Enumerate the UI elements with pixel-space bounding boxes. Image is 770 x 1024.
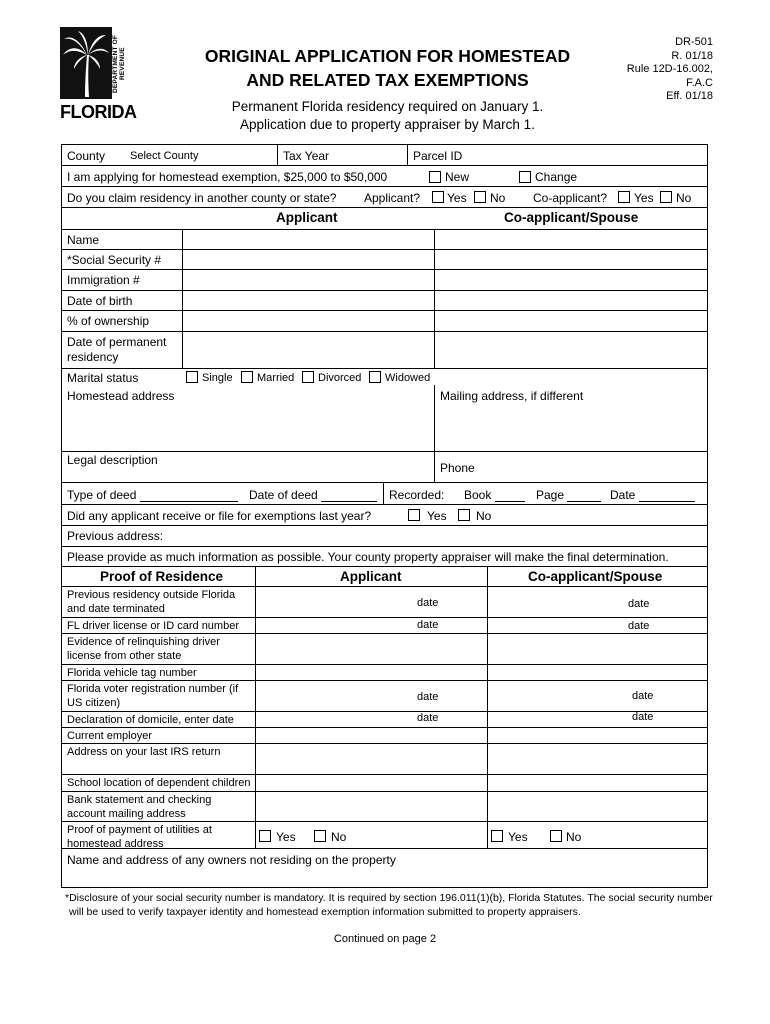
coapplicant-no-label: No xyxy=(676,191,692,205)
proof-row2-applicant-date: date xyxy=(417,619,439,631)
prior-exemptions-no-checkbox[interactable] xyxy=(458,509,470,521)
proof-row10-label-1: Bank statement and checking xyxy=(67,794,212,806)
immigration-label: Immigration # xyxy=(67,273,140,287)
proof-row1-coapplicant-date: date xyxy=(628,598,650,610)
utilities-coapplicant-no-checkbox[interactable] xyxy=(550,830,562,842)
proof-row6-applicant-date: date xyxy=(417,712,439,724)
residency-question: Do you claim residency in another county or state? xyxy=(67,191,337,205)
proof-row4-label: Florida vehicle tag number xyxy=(67,667,197,679)
residency-date-label-1: Date of permanent xyxy=(67,335,167,349)
palm-tree-icon xyxy=(60,27,112,99)
type-of-deed-field[interactable] xyxy=(140,491,238,502)
proof-row8-label: Address on your last IRS return xyxy=(67,746,221,758)
legal-description-label: Legal description xyxy=(67,453,158,467)
form-effective: Eff. 01/18 xyxy=(666,90,713,102)
book-label: Book xyxy=(464,488,525,502)
prior-exemptions-no-label: No xyxy=(476,509,492,523)
county-select[interactable]: Select County xyxy=(130,150,199,162)
applicant-header: Applicant xyxy=(276,210,338,225)
applicant-residency-no-checkbox[interactable] xyxy=(474,191,486,203)
ownership-label: % of ownership xyxy=(67,314,150,328)
coapplicant-residency-yes-checkbox[interactable] xyxy=(618,191,630,203)
utilities-applicant-no-label: No xyxy=(331,830,347,844)
logo-department-text: DEPARTMENT OF REVENUE xyxy=(112,34,126,94)
logo-florida-text: FLORIDA xyxy=(60,102,137,122)
proof-applicant-header: Applicant xyxy=(340,569,402,584)
type-of-deed-label: Type of deed xyxy=(67,488,238,502)
prior-exemptions-yes-checkbox[interactable] xyxy=(408,509,420,521)
proof-row11-label-1: Proof of payment of utilities at xyxy=(67,824,212,836)
title-line-2: AND RELATED TAX EXEMPTIONS xyxy=(246,70,529,90)
widowed-label: Widowed xyxy=(385,372,431,384)
proof-row1-label-1: Previous residency outside Florida xyxy=(67,589,236,601)
applicant-no-label: No xyxy=(490,191,506,205)
residency-date-label-2: residency xyxy=(67,350,119,364)
prior-exemptions-yes-label: Yes xyxy=(427,509,447,523)
book-field[interactable] xyxy=(495,491,525,502)
proof-row5-label-1: Florida voter registration number (if xyxy=(67,683,239,695)
utilities-applicant-no-checkbox[interactable] xyxy=(314,830,326,842)
applicant-yes-label: Yes xyxy=(447,191,467,205)
subtitle-line-2: Application due to property appraiser by March 1. xyxy=(240,117,535,132)
date-of-deed-label: Date of deed xyxy=(249,488,377,502)
title-line-1: ORIGINAL APPLICATION FOR HOMESTEAD xyxy=(204,46,571,66)
ssn-disclosure-footnote xyxy=(65,891,715,919)
footnote-line-1: *Disclosure of your social security number is mandatory. It is required by section 196.011(1)(b), Florida Statutes. The social security number xyxy=(65,892,713,904)
proof-header: Proof of Residence xyxy=(100,569,224,584)
divorced-checkbox[interactable] xyxy=(302,371,314,383)
change-checkbox[interactable] xyxy=(519,171,531,183)
homestead-address-label: Homestead address xyxy=(67,389,175,403)
county-label: County xyxy=(67,149,106,163)
proof-row5-coapplicant-date: date xyxy=(632,690,654,702)
recorded-date-label: Date xyxy=(610,488,695,502)
new-label: New xyxy=(445,170,470,184)
phone-label: Phone xyxy=(440,461,475,475)
recorded-date-field[interactable] xyxy=(639,491,695,502)
coapplicant-header: Co-applicant/Spouse xyxy=(504,210,639,225)
parcel-id-label: Parcel ID xyxy=(413,149,463,163)
page-field[interactable] xyxy=(567,491,601,502)
utilities-applicant-yes-checkbox[interactable] xyxy=(259,830,271,842)
coapplicant-residency-no-checkbox[interactable] xyxy=(660,191,672,203)
applicant-question: Applicant? xyxy=(364,191,421,205)
coapplicant-yes-label: Yes xyxy=(634,191,654,205)
proof-row10-label-2: account mailing address xyxy=(67,808,186,820)
proof-row5-label-2: US citizen) xyxy=(67,697,121,709)
utilities-coapplicant-yes-checkbox[interactable] xyxy=(491,830,503,842)
utilities-coapplicant-no-label: No xyxy=(566,830,582,844)
proof-row1-applicant-date: date xyxy=(417,597,439,609)
proof-coapplicant-header: Co-applicant/Spouse xyxy=(528,569,663,584)
new-checkbox[interactable] xyxy=(429,171,441,183)
owners-not-residing-label: Name and address of any owners not residing on the property xyxy=(67,853,396,867)
form-fac: F.A.C xyxy=(686,76,713,89)
subtitle-line-1: Permanent Florida residency required on January 1. xyxy=(231,99,544,114)
divorced-label: Divorced xyxy=(318,372,362,384)
proof-row5-applicant-date: date xyxy=(417,691,439,703)
proof-row2-label: FL driver license or ID card number xyxy=(67,620,239,632)
form-id: DR-501 xyxy=(675,36,713,48)
change-label: Change xyxy=(535,170,578,184)
dob-label: Date of birth xyxy=(67,294,133,308)
married-label: Married xyxy=(257,372,295,384)
form-subtitle xyxy=(170,98,605,134)
utilities-coapplicant-yes-label: Yes xyxy=(508,830,528,844)
proof-row1-label-2: and date terminated xyxy=(67,603,165,615)
form-title xyxy=(170,44,605,92)
recorded-label: Recorded: xyxy=(389,488,445,502)
applicant-residency-yes-checkbox[interactable] xyxy=(432,191,444,203)
florida-dor-logo xyxy=(60,27,137,122)
coapplicant-question: Co-applicant? xyxy=(533,191,608,205)
proof-row2-coapplicant-date: date xyxy=(628,620,650,632)
mailing-address-label: Mailing address, if different xyxy=(440,389,584,403)
page-label: Page xyxy=(536,488,601,502)
utilities-applicant-yes-label: Yes xyxy=(276,830,296,844)
ssn-label: *Social Security # xyxy=(67,253,162,267)
continued-note: Continued on page 2 xyxy=(333,933,437,945)
proof-row3-label-2: license from other state xyxy=(67,650,182,662)
widowed-checkbox[interactable] xyxy=(369,371,381,383)
previous-address-label: Previous address: xyxy=(67,529,164,543)
proof-row6-label: Declaration of domicile, enter date xyxy=(67,714,234,726)
form-rule: Rule 12D-16.002, xyxy=(626,63,713,75)
proof-row11-label-2: homestead address xyxy=(67,838,164,850)
married-checkbox[interactable] xyxy=(241,371,253,383)
tax-year-label: Tax Year xyxy=(283,149,330,163)
single-checkbox[interactable] xyxy=(186,371,198,383)
single-label: Single xyxy=(202,372,233,384)
prior-exemptions-question: Did any applicant receive or file for exemptions last year? xyxy=(67,509,372,523)
footnote-line-2: will be used to verify taxpayer identity and homestead exemption information submitted to property appraisers. xyxy=(69,906,581,918)
proof-row6-coapplicant-date: date xyxy=(632,711,654,723)
application-form xyxy=(61,144,708,888)
name-label: Name xyxy=(67,233,100,247)
date-of-deed-field[interactable] xyxy=(321,491,377,502)
marital-status-label: Marital status xyxy=(67,371,139,385)
proof-row7-label: Current employer xyxy=(67,730,152,742)
provide-info-note: Please provide as much information as possible. Your county property appraiser will make the final determination. xyxy=(67,550,669,564)
proof-row9-label: School location of dependent children xyxy=(67,777,251,789)
applying-statement: I am applying for homestead exemption, $25,000 to $50,000 xyxy=(67,170,388,184)
proof-row3-label-1: Evidence of relinquishing driver xyxy=(67,636,220,648)
form-revision: R. 01/18 xyxy=(671,49,713,62)
form-reference xyxy=(627,36,713,104)
